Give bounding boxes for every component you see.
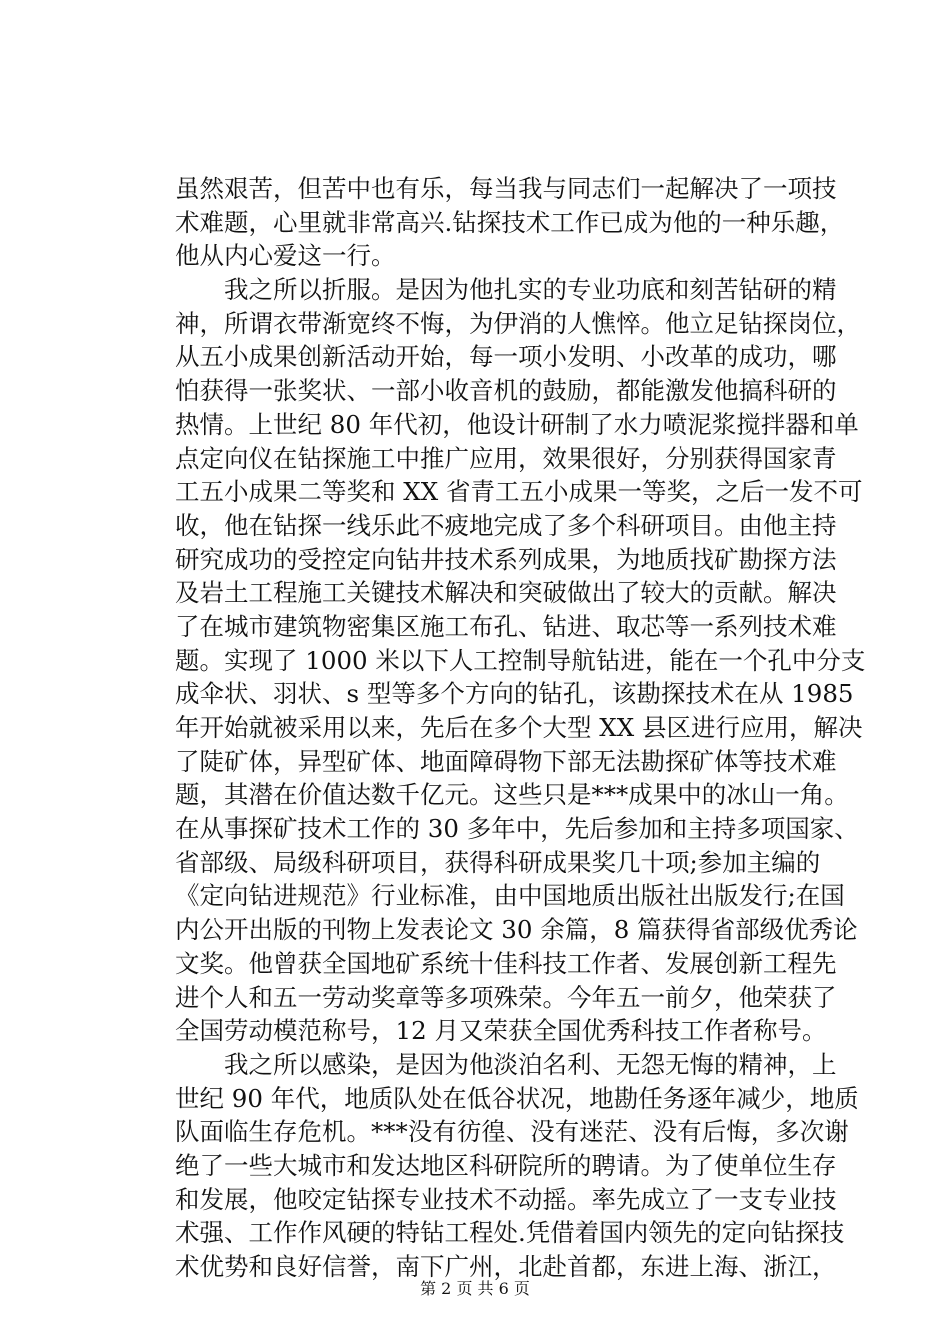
text-line: 了陡矿体，异型矿体、地面障碍物下部无法勘探矿体等技术难	[175, 746, 837, 776]
text-line: 省部级、局级科研项目，获得科研成果奖几十项;参加主编的	[175, 847, 821, 877]
text-line: 队面临生存危机。***没有彷徨、没有迷茫、没有后悔，多次谢	[175, 1117, 849, 1147]
text-line: 年开始就被采用以来，先后在多个大型 XX 县区进行应用，解决	[175, 713, 863, 742]
text-line: 题。实现了 1000 米以下人工控制导航钻进，能在一个孔中分支	[175, 645, 866, 675]
text-line: 术优势和良好信誉，南下广州，北赴首都，东进上海、浙江，	[175, 1252, 837, 1281]
text-line: 研究成功的受控定向钻井技术系列成果，为地质找矿勘探方法	[175, 544, 837, 574]
text-line: 怕获得一张奖状、一部小收音机的鼓励，都能激发他搞科研的	[175, 376, 837, 406]
text-line: 进个人和五一劳动奖章等多项殊荣。今年五一前夕，他荣获了	[175, 982, 837, 1012]
body-text	[175, 172, 866, 1284]
text-line: 全国劳动模范称号，12 月又荣获全国优秀科技工作者称号。	[175, 1016, 827, 1046]
text-line: 虽然艰苦，但苦中也有乐，每当我与同志们一起解决了一项技	[175, 174, 837, 203]
text-line: 工五小成果二等奖和 XX 省青工五小成果一等奖，之后一发不可	[175, 477, 863, 507]
text-line: 世纪 90 年代，地质队处在低谷状况，地勘任务逐年减少，地质	[175, 1083, 859, 1113]
text-line: 热情。上世纪 80 年代初，他设计研制了水力喷泥浆搅拌器和单	[175, 409, 859, 439]
text-line: 点定向仪在钻探施工中推广应用，效果很好，分别获得国家青	[175, 443, 837, 473]
text-line: 内公开出版的刊物上发表论文 30 余篇，8 篇获得省部级优秀论	[175, 915, 858, 945]
paragraph-start-line: 我之所以折服。是因为他扎实的专业功底和刻苦钻研的精	[224, 275, 837, 305]
text-line: 神，所谓衣带渐宽终不悔，为伊消的人憔悴。他立足钻探岗位，	[175, 308, 861, 338]
text-line: 在从事探矿技术工作的 30 多年中，先后参加和主持多项国家、	[175, 814, 859, 844]
text-line: 从五小成果创新活动开始，每一项小发明、小改革的成功，哪	[175, 342, 837, 372]
text-line: 《定向钻进规范》行业标准，由中国地质出版社出版发行;在国	[175, 881, 845, 911]
text-line: 和发展，他咬定钻探专业技术不动摇。率先成立了一支专业技	[175, 1184, 837, 1214]
text-line: 文奖。他曾获全国地矿系统十佳科技工作者、发展创新工程先	[175, 948, 837, 978]
text-line: 术难题，心里就非常高兴.钻探技术工作已成为他的一种乐趣，	[175, 207, 845, 237]
page-number-footer: 第 2 页 共 6 页	[420, 1279, 530, 1298]
text-line: 题，其潜在价值达数千亿元。这些只是***成果中的冰山一角。	[175, 780, 849, 810]
text-line: 他从内心爱这一行。	[175, 241, 396, 271]
text-line: 绝了一些大城市和发达地区科研院所的聘请。为了使单位生存	[175, 1150, 837, 1180]
text-line: 收，他在钻探一线乐此不疲地完成了多个科研项目。由他主持	[175, 510, 837, 540]
text-line: 了在城市建筑物密集区施工布孔、钻进、取芯等一系列技术难	[175, 611, 837, 641]
paragraph-start-line: 我之所以感染，是因为他淡泊名利、无怨无悔的精神，上	[224, 1049, 837, 1079]
text-line: 及岩土工程施工关键技术解决和突破做出了较大的贡献。解决	[175, 578, 837, 608]
text-line: 成伞状、羽状、s 型等多个方向的钻孔，该勘探技术在从 1985	[175, 679, 854, 709]
text-line: 术强、工作作风硬的特钻工程处.凭借着国内领先的定向钻探技	[175, 1218, 845, 1248]
